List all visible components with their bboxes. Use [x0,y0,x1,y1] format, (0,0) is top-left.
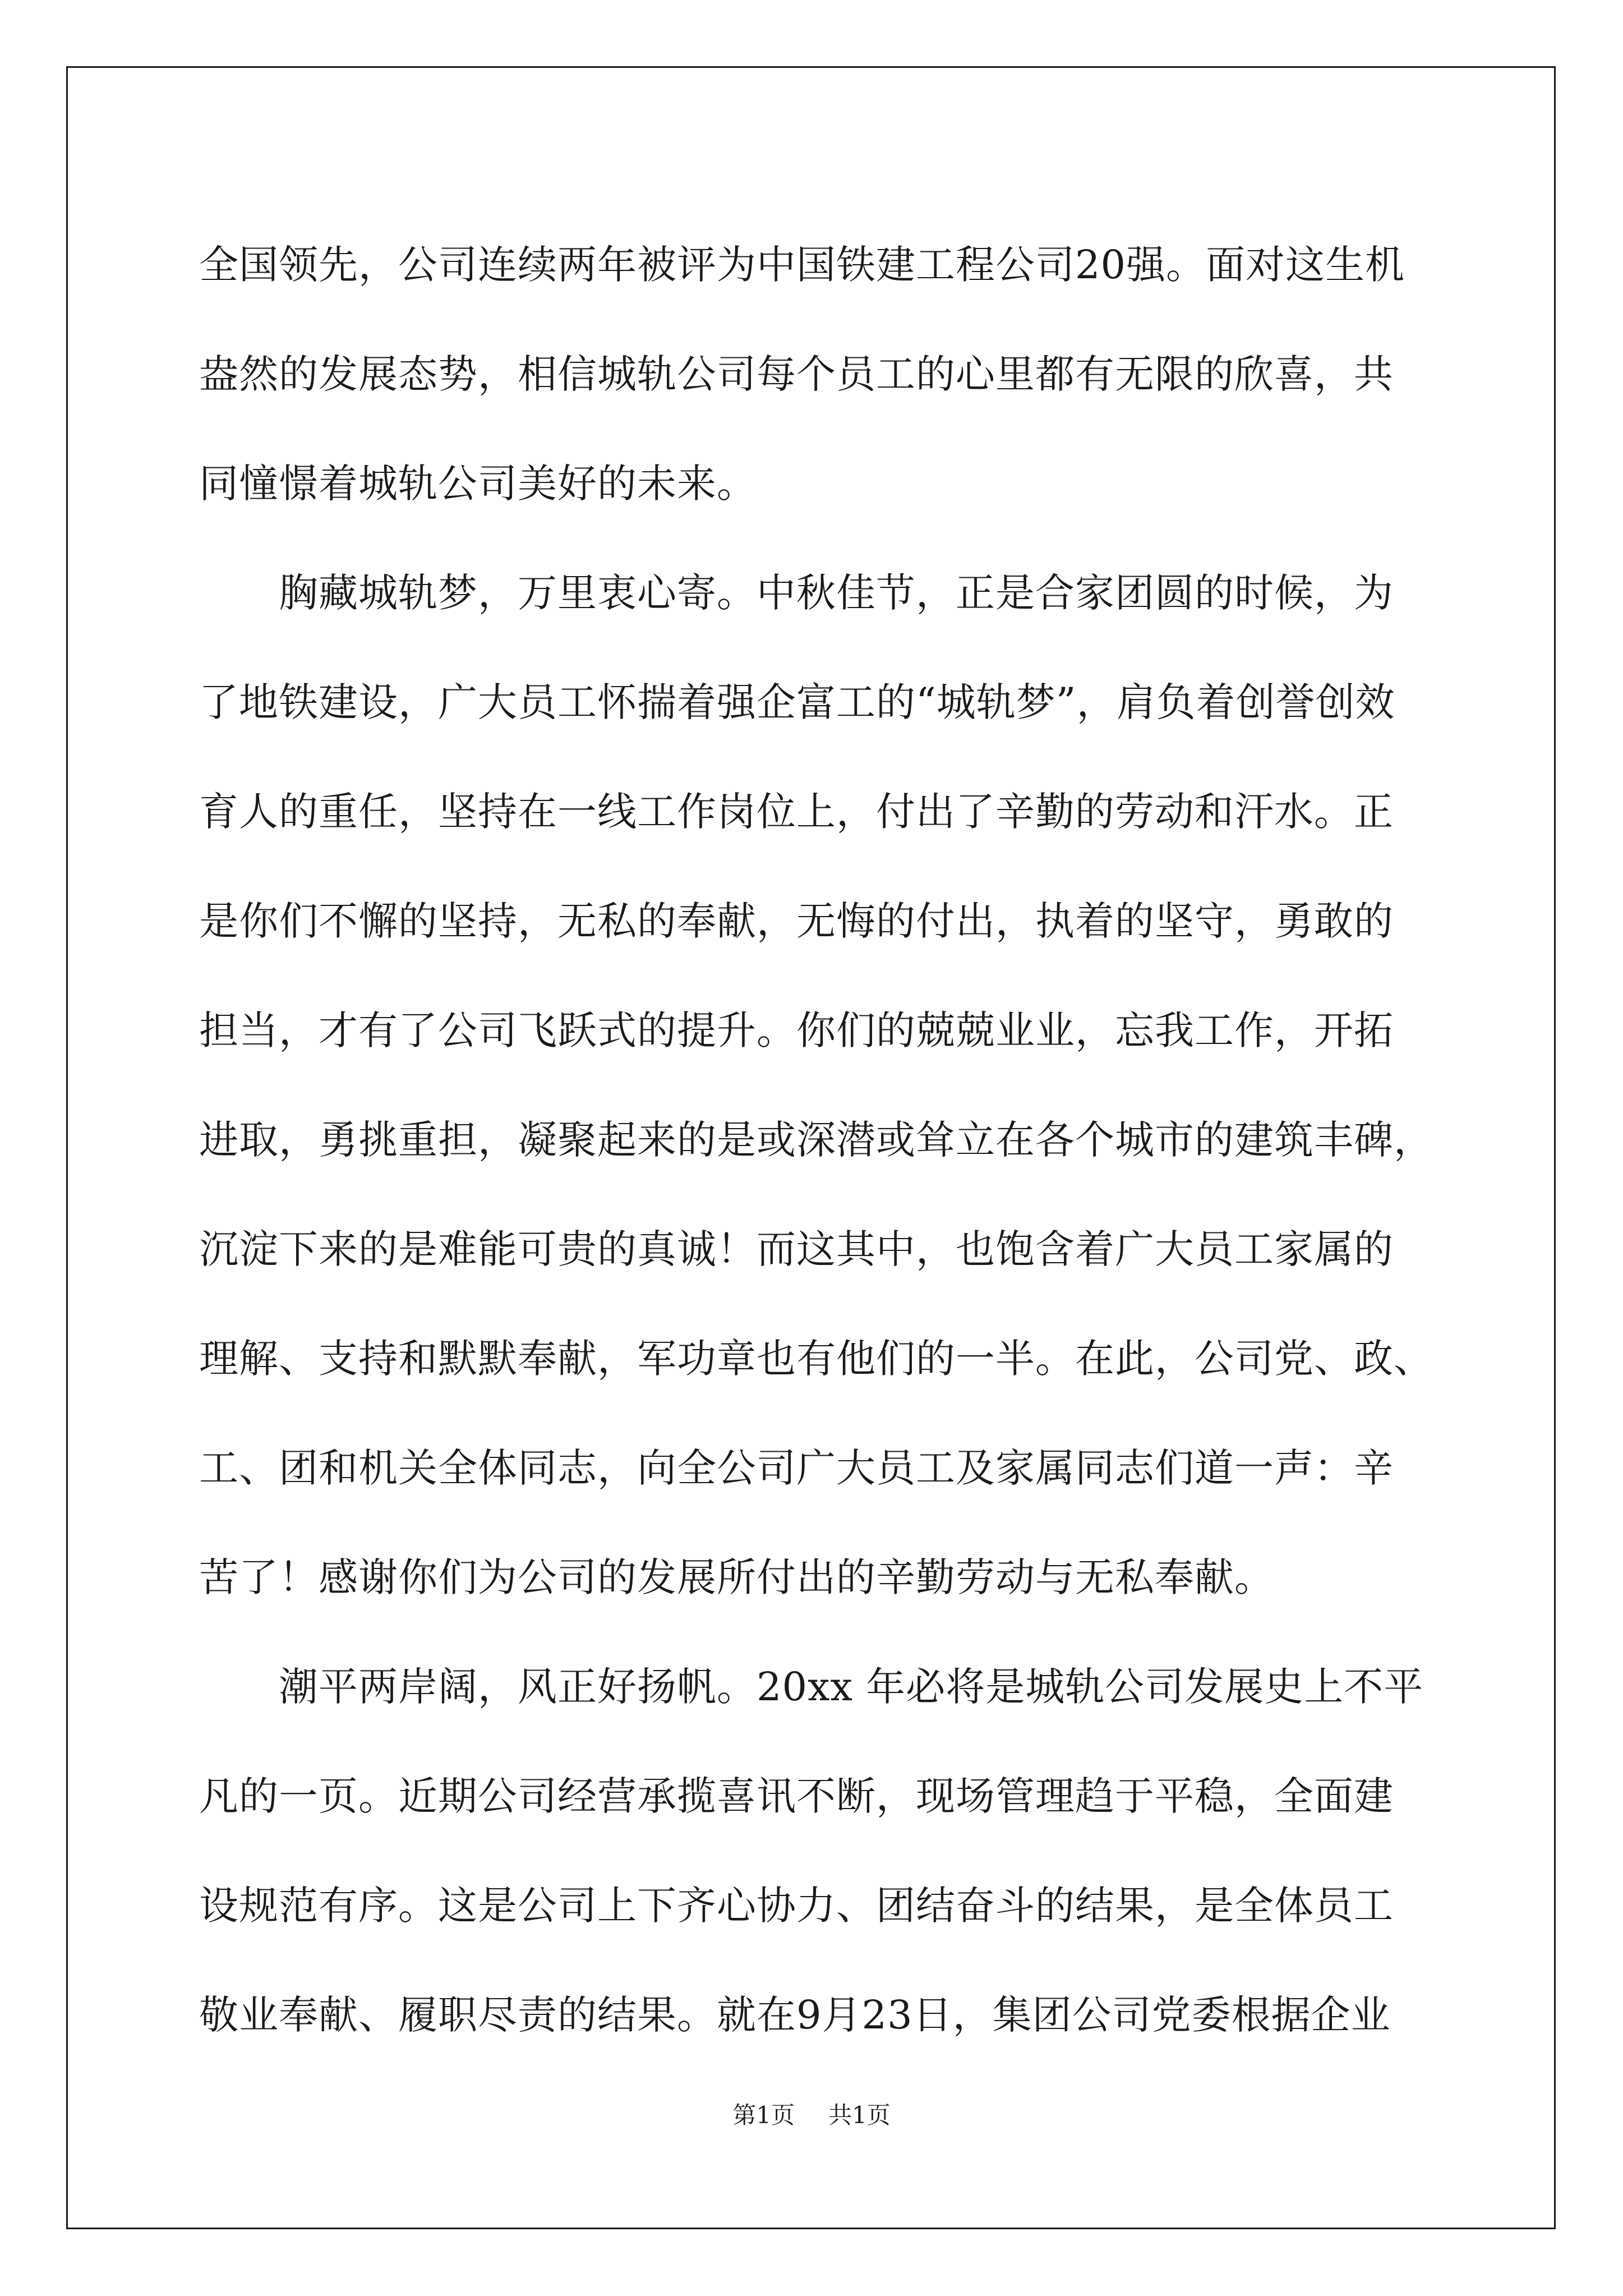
document-body [199,210,1433,2070]
page-footer [0,2097,1623,2131]
text-line: 同憧憬着城轨公司美好的未来。 [199,461,757,507]
text-line: 担当，才有了公司飞跃式的提升。你们的兢兢业业，忘我工作，开拓 [199,1007,1394,1053]
text-line: 盎然的发展态势，相信城轨公司每个员工的心里都有无限的欣喜，共 [199,351,1394,397]
text-line: 理解、支持和默默奉献，军功章也有他们的一半。在此，公司党、政、 [199,1336,1433,1382]
text-line: 了地铁建设，广大员工怀揣着强企富工的“城轨梦”，肩负着创誉创效 [199,679,1395,725]
text-line: 敬业奉献、履职尽责的结果。就在9月23日，集团公司党委根据企业 [199,1992,1391,2038]
text-line: 潮平两岸阔，风正好扬帆。20xx 年必将是城轨公司发展史上不平 [199,1664,1424,1710]
text-line: 进取，勇挑重担，凝聚起来的是或深潜或耸立在各个城市的建筑丰碑， [199,1117,1433,1163]
text-line: 胸藏城轨梦，万里衷心寄。中秋佳节，正是合家团圆的时候，为 [199,570,1394,616]
text-line: 工、团和机关全体同志，向全公司广大员工及家属同志们道一声：辛 [199,1445,1394,1491]
page-number-total: 共1页 [828,2101,891,2129]
text-line: 凡的一页。近期公司经营承揽喜讯不断，现场管理趋于平稳，全面建 [199,1773,1394,1819]
page-number-current: 第1页 [732,2101,795,2129]
text-line: 苦了！感谢你们为公司的发展所付出的辛勤劳动与无私奉献。 [199,1554,1274,1600]
text-line: 全国领先，公司连续两年被评为中国铁建工程公司20强。面对这生机 [199,242,1405,288]
text-line: 是你们不懈的坚持，无私的奉献，无悔的付出，执着的坚守，勇敢的 [199,898,1394,944]
text-line: 设规范有序。这是公司上下齐心协力、团结奋斗的结果，是全体员工 [199,1883,1394,1929]
text-line: 沉淀下来的是难能可贵的真诚！而这其中，也饱含着广大员工家属的 [199,1226,1394,1272]
text-line: 育人的重任，坚持在一线工作岗位上，付出了辛勤的劳动和汗水。正 [199,789,1394,835]
